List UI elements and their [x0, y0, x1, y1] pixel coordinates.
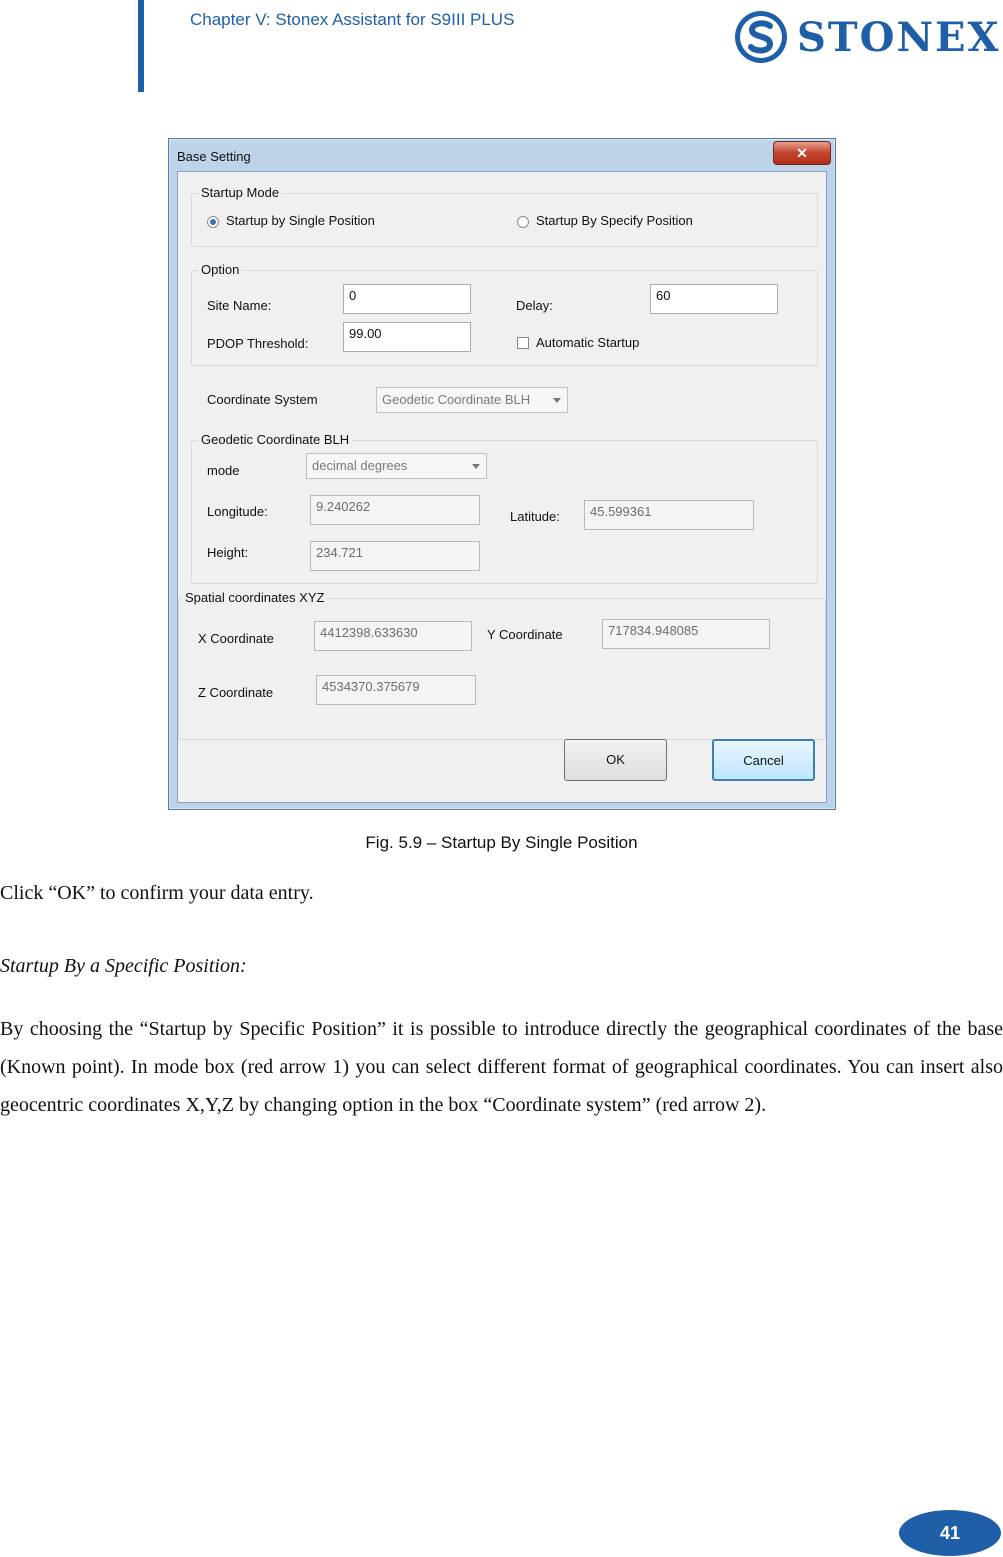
startup-mode-label: Startup Mode — [198, 185, 282, 200]
chevron-down-icon — [553, 398, 561, 403]
site-name-label: Site Name: — [207, 298, 272, 313]
option-group — [191, 262, 818, 366]
paragraph-confirm: Click “OK” to confirm your data entry. — [0, 882, 314, 904]
radio-single-position[interactable] — [207, 216, 219, 228]
page-number: 41 — [899, 1510, 1001, 1556]
height-input[interactable]: 234.721 — [310, 541, 480, 571]
logo-text: STONEX — [797, 13, 1001, 61]
cancel-button[interactable]: Cancel — [712, 739, 815, 781]
automatic-startup-label[interactable]: Automatic Startup — [536, 335, 640, 350]
latitude-label: Latitude: — [510, 509, 560, 524]
latitude-input[interactable]: 45.599361 — [584, 500, 754, 530]
pdop-threshold-input[interactable]: 99.00 — [343, 322, 471, 352]
dialog-body — [177, 171, 827, 803]
chapter-title: Chapter V: Stonex Assistant for S9III PLUS — [190, 10, 515, 29]
dialog-title: Base Setting — [177, 149, 251, 164]
startup-mode-group — [191, 185, 818, 247]
x-coordinate-label: X Coordinate — [198, 631, 274, 646]
paragraph-body: By choosing the “Startup by Specific Position” it is possible to introduce directly the geographical coordinates of the base (Known point). In mode box (red arrow 1) you can select different format of geographical coordinates. You can insert also geocentric coordinates X,Y,Z by changing option in the box “Coordinate system” (red arrow 2). — [0, 1018, 1003, 1116]
delay-input[interactable]: 60 — [650, 284, 778, 314]
figure-caption: Fig. 5.9 – Startup By Single Position — [365, 833, 638, 852]
site-name-input[interactable]: 0 — [343, 284, 471, 314]
coordinate-system-select[interactable] — [376, 387, 568, 413]
x-close-icon: ✕ — [796, 145, 808, 161]
z-coordinate-label: Z Coordinate — [198, 685, 274, 700]
geodetic-group-label: Geodetic Coordinate BLH — [198, 432, 352, 447]
option-label: Option — [198, 262, 242, 277]
geodetic-group — [191, 432, 818, 584]
section-heading: Startup By a Specific Position: — [0, 955, 247, 977]
stonex-logo — [733, 8, 1001, 66]
mode-select[interactable] — [306, 453, 487, 479]
spatial-group — [178, 590, 826, 740]
longitude-label: Longitude: — [207, 504, 268, 519]
base-setting-dialog — [168, 138, 836, 810]
delay-label: Delay: — [516, 298, 553, 313]
coordinate-system-value: Geodetic Coordinate BLH — [382, 392, 531, 407]
close-button[interactable] — [773, 141, 831, 165]
y-coordinate-input[interactable]: 717834.948085 — [602, 619, 770, 649]
z-coordinate-input[interactable]: 4534370.375679 — [316, 675, 476, 705]
spatial-group-label: Spatial coordinates XYZ — [182, 590, 327, 605]
longitude-input[interactable]: 9.240262 — [310, 495, 480, 525]
header-accent-bar — [138, 0, 144, 92]
coordinate-system-label: Coordinate System — [207, 392, 318, 407]
pdop-threshold-label: PDOP Threshold: — [207, 336, 309, 351]
mode-value: decimal degrees — [312, 458, 408, 473]
ok-button[interactable]: OK — [564, 739, 667, 781]
x-coordinate-input[interactable]: 4412398.633630 — [314, 621, 472, 651]
automatic-startup-checkbox[interactable] — [517, 337, 529, 349]
chevron-down-icon — [472, 464, 480, 469]
radio-single-position-label[interactable]: Startup by Single Position — [226, 213, 375, 228]
height-label: Height: — [207, 545, 249, 560]
stonex-logo-icon — [733, 9, 789, 65]
radio-specify-position[interactable] — [517, 216, 529, 228]
mode-label: mode — [207, 463, 240, 478]
radio-specify-position-label[interactable]: Startup By Specify Position — [536, 213, 693, 228]
y-coordinate-label: Y Coordinate — [487, 627, 563, 642]
